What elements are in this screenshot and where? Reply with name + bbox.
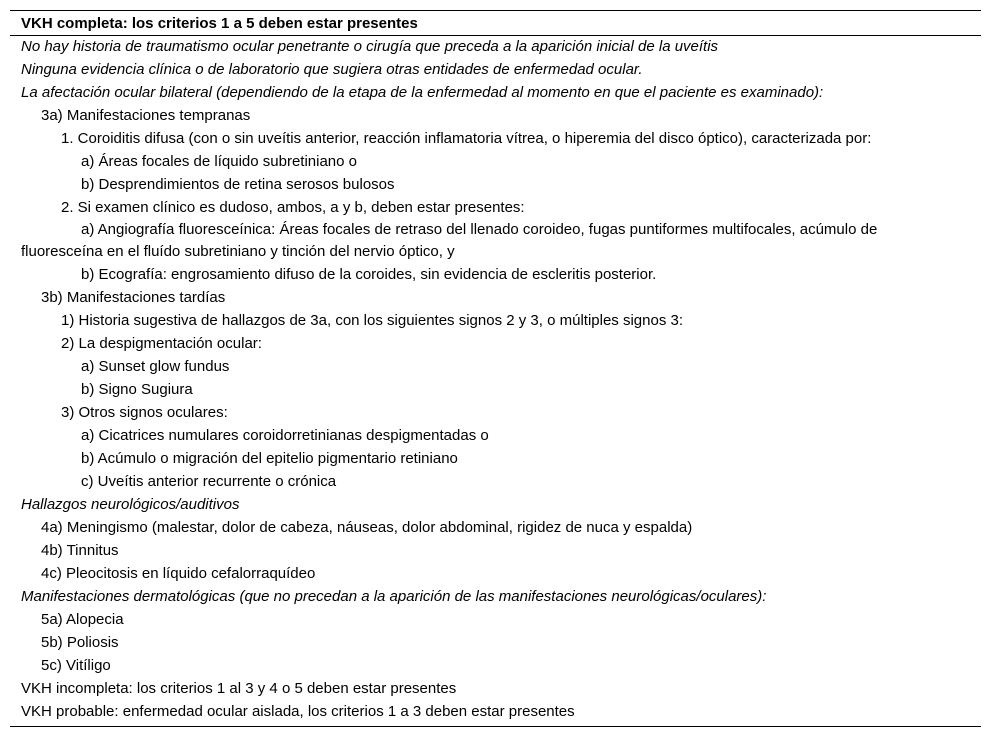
doubtful-exam: 2. Si examen clínico es dudoso, ambos, a y b, deben estar presentes: (61, 199, 525, 216)
criteria-table (10, 10, 981, 727)
subretinal-fluid: a) Áreas focales de líquido subretiniano o (81, 153, 358, 170)
fluorescein-angiography: a) Angiografía fluoresceínica: Áreas focales de retraso del llenado coroideo, fugas puntiformes multifocales, acúmulo de fluoresceína en el fluído subretiniano y tinción del nervio óptico, y (21, 221, 878, 260)
table-header: VKH completa: los criterios 1 a 5 deben estar presentes (21, 15, 418, 32)
tinnitus: 4b) Tinnitus (41, 542, 119, 559)
sugiura-sign: b) Signo Sugiura (81, 381, 193, 398)
vkh-probable: VKH probable: enfermedad ocular aislada, los criterios 1 a 3 deben estar presentes (21, 703, 575, 720)
ocular-depigmentation: 2) La despigmentación ocular: (61, 335, 262, 352)
other-ocular-signs: 3) Otros signos oculares: (61, 404, 228, 421)
diffuse-choroiditis: 1. Coroiditis difusa (con o sin uveítis anterior, reacción inflamatoria vítrea, o hiperemia del disco óptico), caracterizada por: (61, 130, 872, 147)
vkh-incomplete: VKH incompleta: los criterios 1 al 3 y 4 o 5 deben estar presentes (21, 680, 457, 697)
alopecia: 5a) Alopecia (41, 611, 124, 628)
poliosis: 5b) Poliosis (41, 634, 119, 651)
criterion-1: No hay historia de traumatismo ocular penetrante o cirugía que preceda a la aparición inicial de la uveítis (21, 38, 719, 55)
retinal-detachment: b) Desprendimientos de retina serosos bulosos (81, 176, 395, 193)
dermatologic-heading: Manifestaciones dermatológicas (que no precedan a la aparición de las manifestaciones neurológicas/oculares): (21, 588, 767, 605)
meningismus: 4a) Meningismo (malestar, dolor de cabeza, náuseas, dolor abdominal, rigidez de nuca y espalda) (41, 519, 693, 536)
criterion-3: La afectación ocular bilateral (dependiendo de la etapa de la enfermedad al momento en que el paciente es examinado): (21, 84, 824, 101)
ultrasonography: b) Ecografía: engrosamiento difuso de la coroides, sin evidencia de escleritis posterior. (81, 266, 657, 283)
neuro-auditory-heading: Hallazgos neurológicos/auditivos (21, 496, 240, 513)
late-manifestations: 3b) Manifestaciones tardías (41, 289, 226, 306)
early-manifestations: 3a) Manifestaciones tempranas (41, 107, 251, 124)
vitiligo: 5c) Vitíligo (41, 657, 111, 674)
suggestive-history: 1) Historia sugestiva de hallazgos de 3a, con los siguientes signos 2 y 3, o múltiples signos 3: (61, 312, 684, 329)
criterion-2: Ninguna evidencia clínica o de laboratorio que sugiera otras entidades de enfermedad ocular. (21, 61, 643, 78)
sunset-glow-fundus: a) Sunset glow fundus (81, 358, 230, 375)
rpe-migration: b) Acúmulo o migración del epitelio pigmentario retiniano (81, 450, 458, 467)
csf-pleocytosis: 4c) Pleocitosis en líquido cefalorraquídeo (41, 565, 316, 582)
recurrent-uveitis: c) Uveítis anterior recurrente o crónica (81, 473, 337, 490)
nummular-scars: a) Cicatrices numulares coroidorretinianas despigmentadas o (81, 427, 489, 444)
